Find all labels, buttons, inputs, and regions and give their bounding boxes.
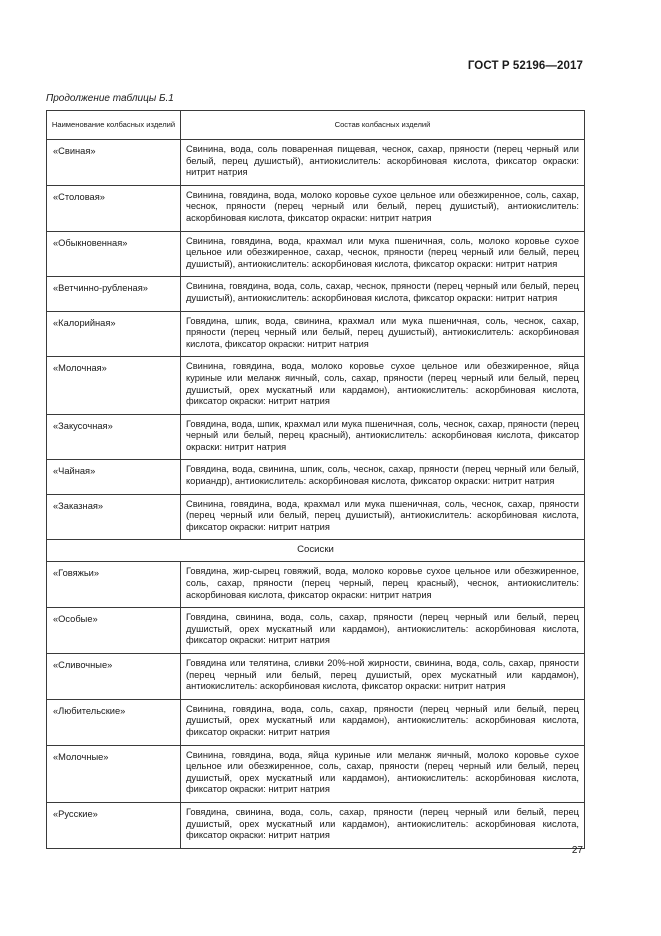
product-name: «Обыкновенная» [47, 231, 181, 277]
product-composition: Говядина, свинина, вода, соль, сахар, пряности (перец черный или белый, перец душистый, орех мускатный или кардамон), антиокислитель: аскорбиновая кислота, фиксатор окраски: нитрит натрия [181, 608, 585, 654]
table-row [47, 277, 585, 311]
product-composition: Свинина, вода, соль поваренная пищевая, чеснок, сахар, пряности (перец черный или белый, перец душистый), антиокислитель: аскорбиновая кислота, фиксатор окраски: нитрит натрия [181, 140, 585, 186]
table-row [47, 460, 585, 494]
product-composition: Говядина, свинина, вода, соль, сахар, пряности (перец черный или белый, перец душистый, орех мускатный или кардамон), антиокислитель: аскорбиновая кислота, фиксатор окраски: нитрит натрия [181, 802, 585, 848]
product-name: «Сливочные» [47, 654, 181, 700]
table-row [47, 608, 585, 654]
table-row [47, 311, 585, 357]
document-code: ГОСТ Р 52196—2017 [467, 60, 583, 72]
composition-table [46, 110, 585, 849]
section-title: Сосиски [47, 540, 585, 562]
table-row [47, 802, 585, 848]
product-composition: Говядина, жир-сырец говяжий, вода, молоко коровье сухое цельное или обезжиренное, соль, сахар, пряности (перец черный, перец красный), чеснок, антиокислитель: аскорбиновая кислота, фиксатор окраски: нитрит натрия [181, 562, 585, 608]
product-composition: Свинина, говядина, вода, яйца куриные или меланж яичный, молоко коровье сухое цельное или обезжиренное, соль, сахар, пряности (перец черный или белый, перец душистый, орех мускатный или кардамон), антиокислитель: аскорбиновая кислота, фиксатор окраски: нитрит натрия [181, 745, 585, 802]
table-row [47, 745, 585, 802]
table-row [47, 231, 585, 277]
product-name: «Свиная» [47, 140, 181, 186]
product-name: «Русские» [47, 802, 181, 848]
column-header-composition: Состав колбасных изделий [181, 111, 585, 140]
table-row [47, 357, 585, 414]
product-composition: Говядина, шпик, вода, свинина, крахмал или мука пшеничная, соль, чеснок, сахар, пряности (перец черный или белый, перец душистый), антиокислитель: аскорбиновая кислота, фиксатор окраски: нитрит натрия [181, 311, 585, 357]
product-name: «Заказная» [47, 494, 181, 540]
product-name: «Молочная» [47, 357, 181, 414]
section-row [47, 540, 585, 562]
product-name: «Закусочная» [47, 414, 181, 460]
product-composition: Свинина, говядина, вода, крахмал или мука пшеничная, соль, чеснок, сахар, пряности (перец черный или белый, перец душистый), антиокислитель: аскорбиновая кислота, фиксатор окраски: нитрит натрия [181, 494, 585, 540]
product-composition: Говядина, вода, шпик, крахмал или мука пшеничная, соль, чеснок, сахар, пряности (перец черный или белый, перец красный), антиокислитель: аскорбиновая кислота, фиксатор окраски: нитрит натрия [181, 414, 585, 460]
product-name: «Любительские» [47, 699, 181, 745]
product-composition: Говядина или телятина, сливки 20%-ной жирности, свинина, вода, соль, сахар, пряности (перец черный или белый, перец душистый, орех мускатный или кардамон), антиокислитель: аскорбиновая кислота, фиксатор окраски: нитрит натрия [181, 654, 585, 700]
product-name: «Говяжьи» [47, 562, 181, 608]
table-row [47, 185, 585, 231]
product-composition: Свинина, говядина, вода, соль, сахар, пряности (перец черный или белый, перец душистый, орех мускатный или кардамон), антиокислитель: аскорбиновая кислота, фиксатор окраски: нитрит натрия [181, 699, 585, 745]
product-composition: Свинина, говядина, вода, соль, сахар, чеснок, пряности (перец черный или белый, перец душистый), антиокислитель: аскорбиновая кислота, фиксатор окраски: нитрит натрия [181, 277, 585, 311]
product-name: «Ветчинно-рубленая» [47, 277, 181, 311]
table-row [47, 562, 585, 608]
table-row [47, 414, 585, 460]
column-header-name: Наименование колбасных изделий [47, 111, 181, 140]
product-name: «Особые» [47, 608, 181, 654]
product-name: «Чайная» [47, 460, 181, 494]
product-composition: Свинина, говядина, вода, крахмал или мука пшеничная, соль, молоко коровье сухое цельное или обезжиренное, сахар, чеснок, пряности (перец черный или белый, перец душистый), антиокислитель: аскорбиновая кислота, фиксатор окраски: нитрит натрия [181, 231, 585, 277]
page-number: 27 [571, 845, 583, 856]
product-name: «Молочные» [47, 745, 181, 802]
table-row [47, 494, 585, 540]
table-row [47, 699, 585, 745]
table-row [47, 654, 585, 700]
table-row [47, 140, 585, 186]
product-composition: Говядина, вода, свинина, шпик, соль, чеснок, сахар, пряности (перец черный или белый, кориандр), антиокислитель: аскорбиновая кислота, фиксатор окраски: нитрит натрия [181, 460, 585, 494]
product-composition: Свинина, говядина, вода, молоко коровье сухое цельное или обезжиренное, соль, сахар, чеснок, пряности (перец черный или белый, перец душистый), антиокислитель: аскорбиновая кислота, фиксатор окраски: нитрит натрия [181, 185, 585, 231]
product-name: «Столовая» [47, 185, 181, 231]
product-composition: Свинина, говядина, вода, молоко коровье сухое цельное или обезжиренное, яйца куриные или меланж яичный, соль, сахар, пряности (перец черный или белый, перец душистый, орех мускатный или кардамон), антиокислитель: аскорбиновая кислота, фиксатор окраски: нитрит натрия [181, 357, 585, 414]
table-header-row [47, 111, 585, 140]
table-caption: Продолжение таблицы Б.1 [46, 93, 174, 104]
product-name: «Калорийная» [47, 311, 181, 357]
